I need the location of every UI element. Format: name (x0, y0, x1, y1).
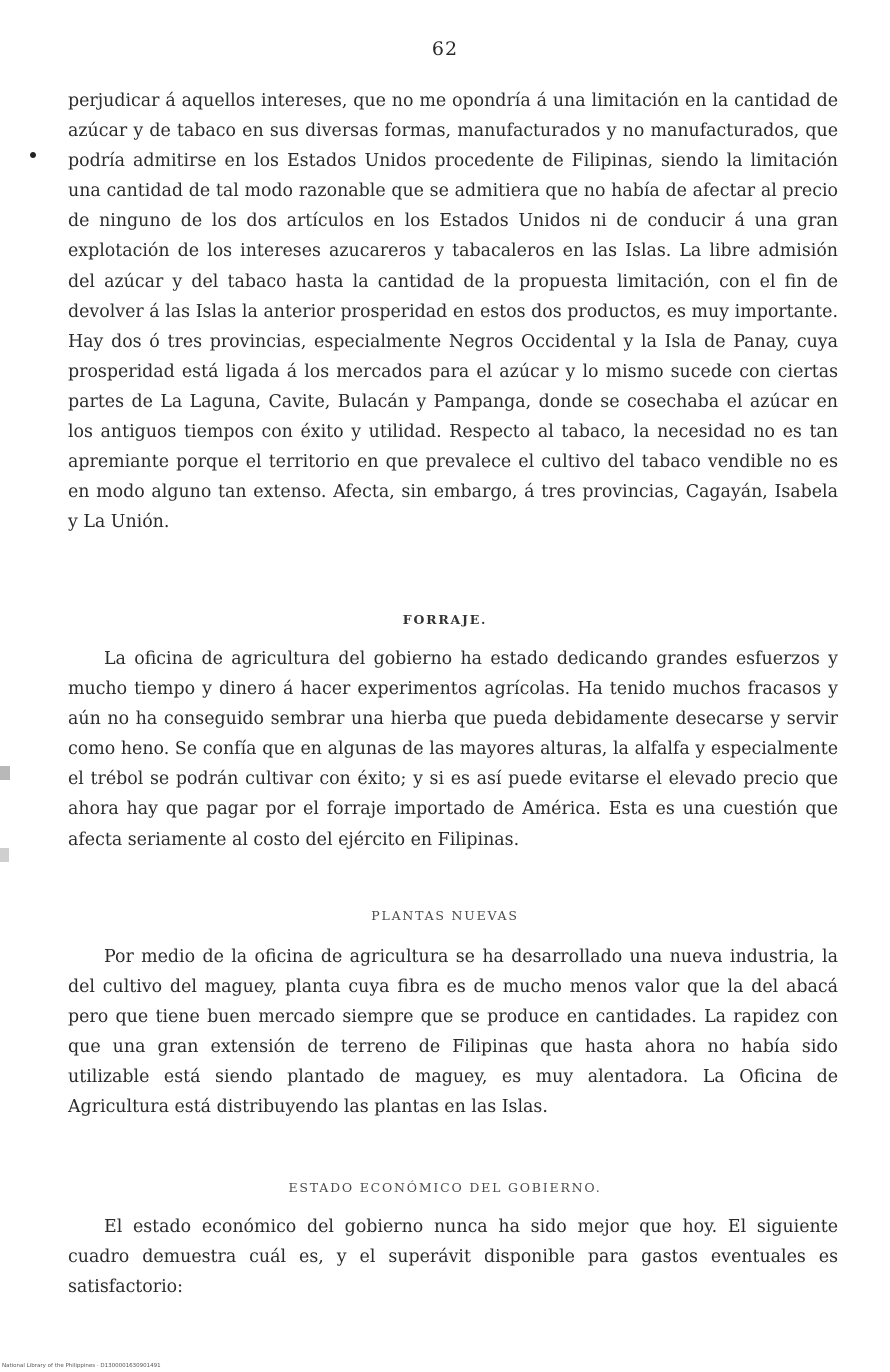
scan-footer: National Library of the Philippines · D1300001630901491 (2, 1363, 161, 1369)
margin-bullet (30, 152, 36, 158)
paragraph-forraje: La oficina de agricultura del gobierno ha estado dedicando grandes esfuerzos y mucho tiempo y dinero á hacer experimentos agrícolas. Ha tenido muchos fracasos y aún no ha conseguido sembrar una hierba que pueda debidamente desecarse y servir como heno. Se confía que en algunas de las mayores alturas, la alfalfa y especialmente el trébol se podrán cultivar con éxito; y si es así puede evitarse el elevado precio que ahora hay que pagar por el forraje importado de América. Esta es una cuestión que afecta seriamente al costo del ejército en Filipinas. (68, 649, 838, 850)
paragraph-plantas-nuevas: Por medio de la oficina de agricultura se ha desarrollado una nueva industria, la del cultivo del maguey, planta cuya fibra es de mucho menos valor que la del abacá pero que tiene buen mercado siempre que se produce en cantidades. La rapidez con que una gran extensión de terreno de Filipinas que hasta ahora no había sido utilizable está siendo plantado de maguey, es muy alentadora. La Oficina de Agricultura está distribuyendo las plantas en las Islas. (68, 947, 838, 1118)
paragraph-block-3 (68, 942, 838, 1123)
paragraph-block-2 (68, 644, 838, 855)
margin-scan-mark (0, 848, 9, 862)
page-number: 62 (431, 38, 459, 60)
paragraph-estado-economico: El estado económico del gobierno nunca ha sido mejor que hoy. El siguiente cuadro demuestra cuál es, y el superávit disponible para gastos eventuales es satisfactorio: (68, 1217, 838, 1298)
section-heading-forraje: FORRAJE. (402, 612, 488, 627)
paragraph-block-4 (68, 1212, 838, 1302)
section-heading-plantas-nuevas: PLANTAS NUEVAS (371, 908, 519, 923)
paragraph-block-1 (68, 86, 838, 537)
margin-scan-mark (0, 766, 10, 780)
section-heading-estado-economico: ESTADO ECONÓMICO DEL GOBIERNO. (288, 1180, 602, 1195)
paragraph-sugar-tobacco: perjudicar á aquellos intereses, que no me opondría á una limitación en la cantidad de azúcar y de tabaco en sus diversas formas, manufacturados y no manufacturados, que podría admitirse en los Estados Unidos procedente de Filipinas, siendo la limitación una cantidad de tal modo razonable que se admitiera que no había de afectar al precio de ninguno de los dos artículos en los Estados Unidos ni de conducir á una gran explotación de los intereses azucareros y tabacaleros en las Islas. La libre admisión del azúcar y del tabaco hasta la cantidad de la propuesta limitación, con el fin de devolver á las Islas la anterior prosperidad en estos dos productos, es muy importante. Hay dos ó tres provincias, especialmente Negros Occidental y la Isla de Panay, cuya prosperidad está ligada á los mercados para el azúcar y lo mismo sucede con ciertas partes de La Laguna, Cavite, Bulacán y Pampanga, donde se cosechaba el azúcar en los antiguos tiempos con éxito y utilidad. Respecto al tabaco, la necesidad no es tan apremiante porque el territorio en que prevalece el cultivo del tabaco vendible no es en modo alguno tan extenso. Afecta, sin embargo, á tres provincias, Cagayán, Isabela y La Unión. (68, 91, 838, 533)
